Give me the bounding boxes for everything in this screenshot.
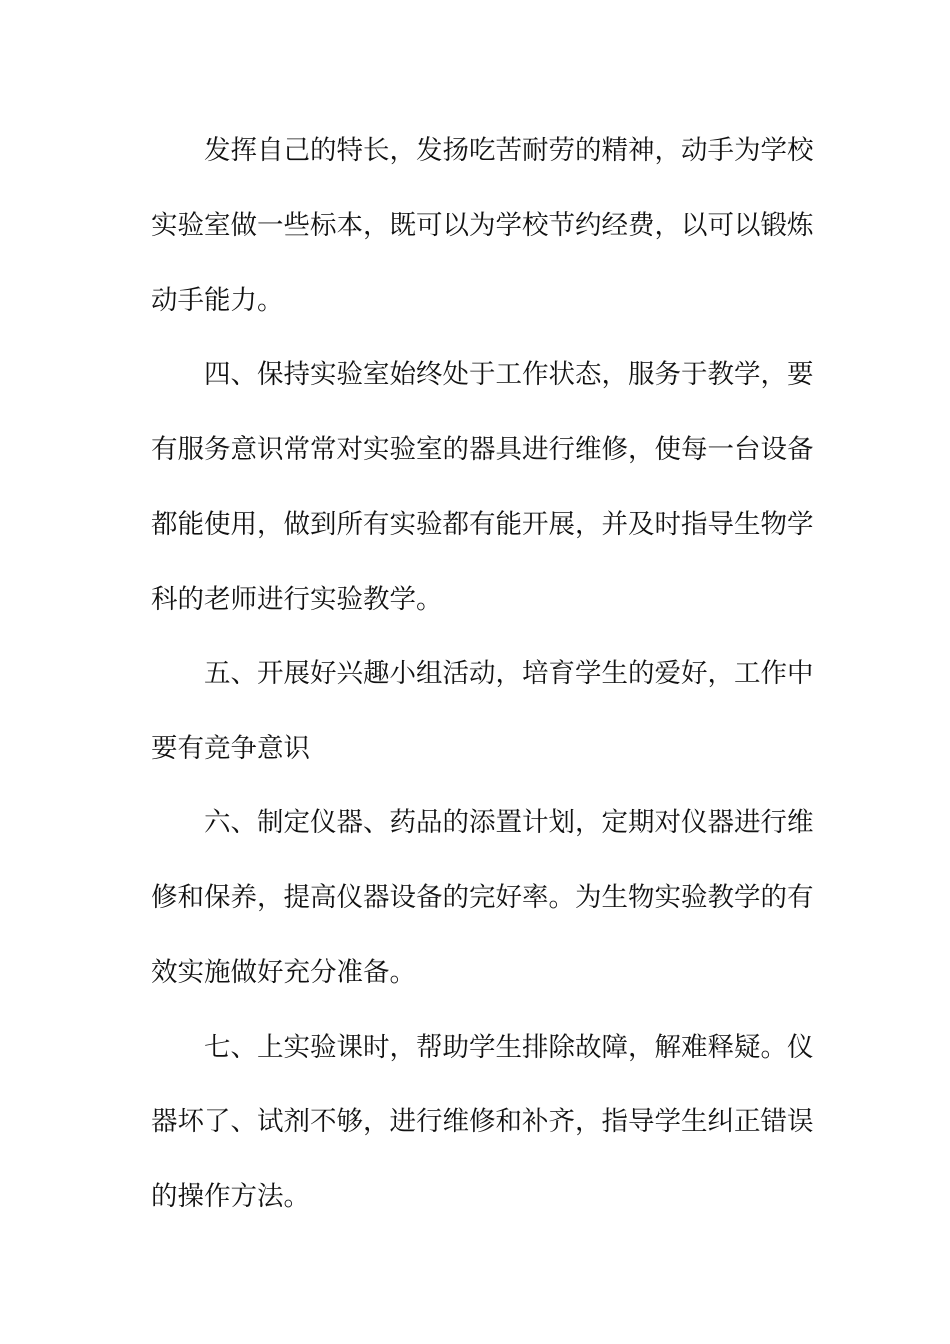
paragraph-line: 七、上实验课时，帮助学生排除故障，解难释疑。仪 [204, 1032, 814, 1063]
paragraph-line: 四、保持实验室始终处于工作状态，服务于教学，要 [204, 359, 814, 390]
paragraph-line: 效实施做好充分准备。 [151, 957, 416, 988]
paragraph-line: 有服务意识常常对实验室的器具进行维修，使每一台设备 [151, 434, 814, 465]
paragraph-line: 修和保养，提高仪器设备的完好率。为生物实验教学的有 [151, 882, 814, 913]
paragraph-line: 的操作方法。 [151, 1181, 310, 1212]
paragraph-line: 动手能力。 [151, 285, 284, 316]
paragraph-line: 发挥自己的特长，发扬吃苦耐劳的精神，动手为学校 [204, 135, 814, 166]
paragraph-line: 五、开展好兴趣小组活动，培育学生的爱好，工作中 [204, 658, 814, 689]
paragraph-line: 六、制定仪器、药品的添置计划，定期对仪器进行维 [204, 807, 814, 838]
paragraph-line: 科的老师进行实验教学。 [151, 584, 443, 615]
paragraph-line: 器坏了、试剂不够，进行维修和补齐，指导学生纠正错误 [151, 1106, 814, 1137]
paragraph-line: 要有竞争意识 [151, 733, 310, 764]
paragraph-line: 都能使用，做到所有实验都有能开展，并及时指导生物学 [151, 509, 814, 540]
paragraph-line: 实验室做一些标本，既可以为学校节约经费，以可以锻炼 [151, 210, 814, 241]
